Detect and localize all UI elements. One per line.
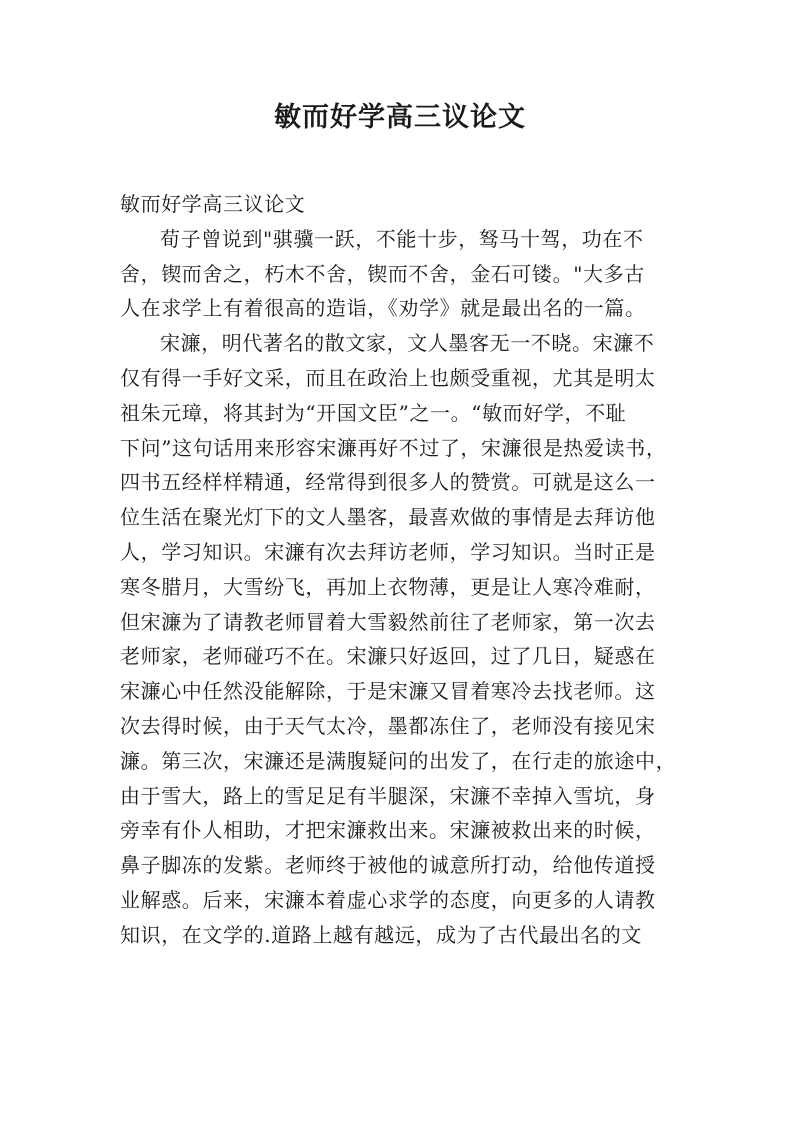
text-line: 濂。第三次，宋濂还是满腹疑问的出发了，在行走的旅途中， — [120, 748, 677, 773]
text-line: 但宋濂为了请教老师冒着大雪毅然前往了老师家，第一次去 — [120, 609, 656, 634]
document-body — [120, 187, 684, 953]
text-line: 人在求学上有着很高的造诣，《劝学》就是最出名的一篇。 — [120, 296, 646, 321]
text-line: 仅有得一手好文采，而且在政治上也颇受重视，尤其是明太 — [120, 365, 656, 390]
subtitle-line: 敏而好学高三议论文 — [120, 192, 306, 216]
text-line: 四书五经样样精通，经常得到很多人的赞赏。可就是这么一 — [120, 470, 656, 495]
text-line: 由于雪大，路上的雪足足有半腿深，宋濂不幸掉入雪坑，身 — [120, 783, 656, 808]
text-line: 人，学习知识。宋濂有次去拜访老师，学习知识。当时正是 — [120, 539, 656, 564]
text-line: 下问”这句话用来形容宋濂再好不过了，宋濂很是热爱读书， — [120, 435, 667, 460]
text-line: 寒冬腊月，大雪纷飞，再加上衣物薄，更是让人寒冷难耐， — [120, 574, 656, 599]
text-line: 位生活在聚光灯下的文人墨客，最喜欢做的事情是去拜访他 — [120, 505, 656, 530]
text-line: 祖朱元璋，将其封为“开国文臣”之一。“敏而好学，不耻 — [120, 400, 627, 425]
text-line: 宋濂心中任然没能解除，于是宋濂又冒着寒冷去找老师。这 — [120, 679, 656, 704]
paragraph-2 — [120, 326, 684, 952]
text-line: 老师家，老师碰巧不在。宋濂只好返回，过了几日，疑惑在 — [120, 644, 656, 669]
text-line: 知识，在文学的.道路上越有越远，成为了古代最出名的文 — [120, 922, 642, 947]
text-line: 舍，锲而舍之，朽木不舍，锲而不舍，金石可镂。"大多古 — [120, 261, 645, 286]
text-line: 鼻子脚冻的发紫。老师终于被他的诚意所打动，给他传道授 — [120, 853, 656, 878]
text-line: 宋濂，明代著名的散文家，文人墨客无一不晓。宋濂不 — [160, 331, 655, 356]
text-line: 荀子曾说到"骐骥一跃，不能十步，驽马十驾，功在不 — [160, 226, 644, 251]
document-title: 敏而好学高三议论文 — [274, 102, 526, 133]
text-line: 旁幸有仆人相助，才把宋濂救出来。宋濂被救出来的时候， — [120, 818, 656, 843]
paragraph-1 — [120, 222, 684, 326]
text-line: 次去得时候，由于天气太冷，墨都冻住了，老师没有接见宋 — [120, 713, 656, 738]
text-line: 业解惑。后来，宋濂本着虚心求学的态度，向更多的人请教 — [120, 887, 656, 912]
